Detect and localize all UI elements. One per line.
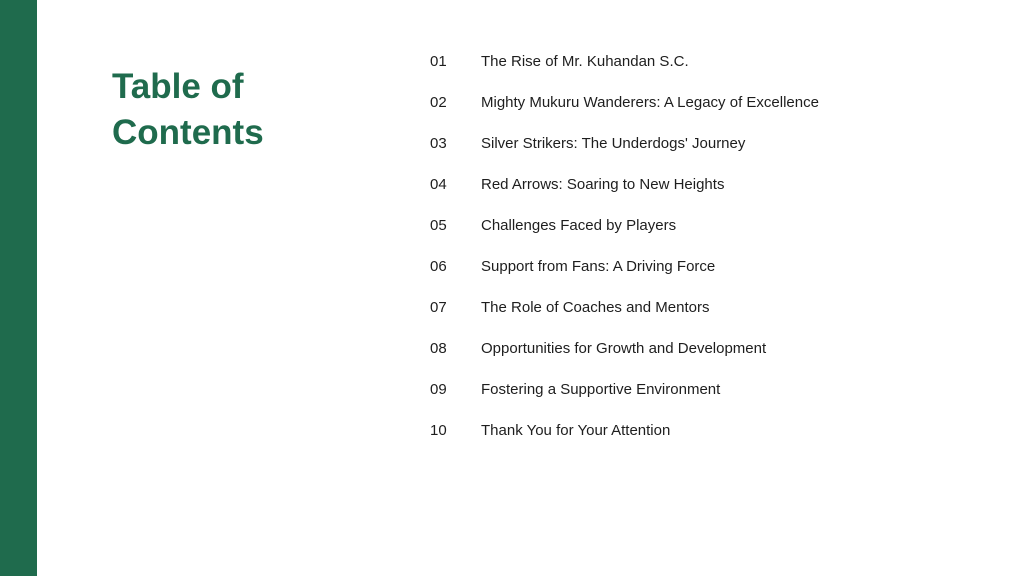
toc-item-number: 08 bbox=[430, 340, 447, 357]
toc-item-label: Support from Fans: A Driving Force bbox=[481, 258, 716, 275]
toc-item-label: Opportunities for Growth and Development bbox=[481, 340, 767, 357]
toc-item-number: 01 bbox=[430, 53, 447, 70]
toc-item-label: The Rise of Mr. Kuhandan S.C. bbox=[481, 53, 689, 70]
toc-item bbox=[430, 287, 990, 328]
toc-item-label: Thank You for Your Attention bbox=[481, 422, 671, 439]
table-of-contents bbox=[430, 41, 990, 451]
toc-item-number: 04 bbox=[430, 176, 447, 193]
accent-bar bbox=[0, 0, 37, 576]
toc-item-label: Fostering a Supportive Environment bbox=[481, 381, 721, 398]
toc-item-label: Silver Strikers: The Underdogs' Journey bbox=[481, 135, 746, 152]
toc-item bbox=[430, 369, 990, 410]
toc-item-number: 03 bbox=[430, 135, 447, 152]
toc-item-number: 05 bbox=[430, 217, 447, 234]
toc-item-number: 06 bbox=[430, 258, 447, 275]
toc-item-label: Challenges Faced by Players bbox=[481, 217, 677, 234]
toc-item bbox=[430, 82, 990, 123]
page-title: Table of Contents bbox=[112, 67, 264, 152]
toc-item bbox=[430, 164, 990, 205]
toc-item bbox=[430, 246, 990, 287]
toc-item bbox=[430, 328, 990, 369]
toc-item-number: 09 bbox=[430, 381, 447, 398]
toc-item-number: 10 bbox=[430, 422, 447, 439]
toc-item-label: The Role of Coaches and Mentors bbox=[481, 299, 710, 316]
toc-item bbox=[430, 410, 990, 451]
toc-item bbox=[430, 41, 990, 82]
toc-item-number: 02 bbox=[430, 94, 447, 111]
toc-item-label: Red Arrows: Soaring to New Heights bbox=[481, 176, 725, 193]
toc-item-label: Mighty Mukuru Wanderers: A Legacy of Excellence bbox=[481, 94, 819, 111]
toc-item bbox=[430, 123, 990, 164]
toc-item-number: 07 bbox=[430, 299, 447, 316]
toc-item bbox=[430, 205, 990, 246]
